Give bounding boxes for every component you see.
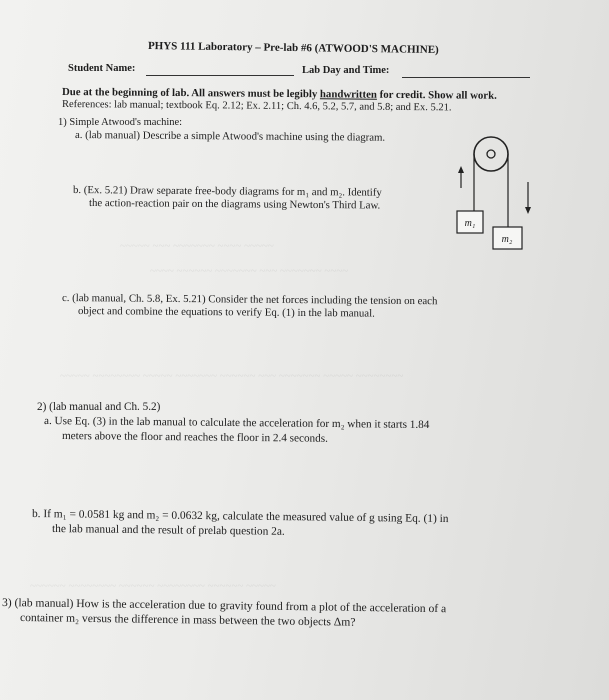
student-name-line[interactable]	[146, 75, 294, 76]
q1-heading: 1) Simple Atwood's machine:	[58, 117, 183, 128]
bleed-through-text: ~~~~~~ ~~~~~~~~ ~~~~~~ ~~~~~~~~ ~~~~~~ ~~~~~	[30, 580, 276, 592]
q2a-line2: meters above the floor and reaches the floor in 2.4 seconds.	[61, 430, 328, 445]
due-prefix: Due at the beginning of lab. All answers must be legibly	[61, 86, 321, 101]
q3-line1: 3) (lab manual) How is the acceleration due to gravity found from a plot of the acceleration of a	[1, 596, 447, 616]
q1c-line2: object and combine the equations to verify Eq. (1) in the lab manual.	[77, 305, 375, 320]
atwood-machine-icon	[450, 135, 540, 250]
q1a-text: a. (lab manual) Describe a simple Atwood's machine using the diagram.	[74, 129, 386, 144]
atwood-diagram	[450, 135, 540, 250]
bleed-through-text: ~~~~~ ~~~~~~~~ ~~~~~ ~~~~~~~ ~~~~~~ ~~~ ~~~~~~~ ~~~~~ ~~~~~~~~	[60, 370, 404, 382]
bleed-through-text: ~~~~~ ~~~ ~~~~~~~ ~~~~ ~~~~~	[120, 240, 274, 252]
q2b-line2: the lab manual and the result of prelab question 2a.	[51, 523, 285, 538]
q2b-line1: b. If m₁ = 0.0581 kg and m₂ = 0.0632 kg, calculate the measured value of g using Eq. (1) in	[31, 508, 449, 526]
q1c-line1: c. (lab manual, Ch. 5.8, Ex. 5.21) Consider the net forces including the tension on each	[61, 292, 438, 308]
q2a-line1: a. Use Eq. (3) in the lab manual to calculate the acceleration for m₂ when it starts 1.84	[43, 415, 430, 432]
q1b-line1: b. (Ex. 5.21) Draw separate free-body diagrams for m₁ and m₂. Identify	[72, 184, 382, 199]
lab-day-line[interactable]	[402, 77, 530, 78]
bleed-through-text: ~~~~ ~~~~~~ ~~~~~~~ ~~~ ~~~~~~~ ~~~~	[150, 265, 349, 277]
references: References: lab manual; textbook Eq. 2.12; Ex. 2.11; Ch. 4.6, 5.2, 5.7, and 5.8; and Ex. 5.21.	[61, 99, 452, 114]
due-underlined: handwritten	[319, 88, 377, 101]
q2-heading: 2) (lab manual and Ch. 5.2)	[37, 401, 161, 413]
q3-line2: container m₂ versus the difference in mass between the two objects Δm?	[19, 611, 356, 629]
due-suffix: for credit. Show all work.	[376, 88, 497, 102]
page-title: PHYS 111 Laboratory – Pre-lab #6 (ATWOOD'S MACHINE)	[147, 40, 439, 57]
mass-1-label: m₁	[464, 218, 476, 229]
student-name-label: Student Name:	[68, 63, 136, 74]
q1b-line2: the action-reaction pair on the diagrams using Newton's Third Law.	[88, 197, 381, 212]
mass-2-label: m₂	[501, 234, 513, 245]
lab-day-label: Lab Day and Time:	[302, 65, 390, 76]
